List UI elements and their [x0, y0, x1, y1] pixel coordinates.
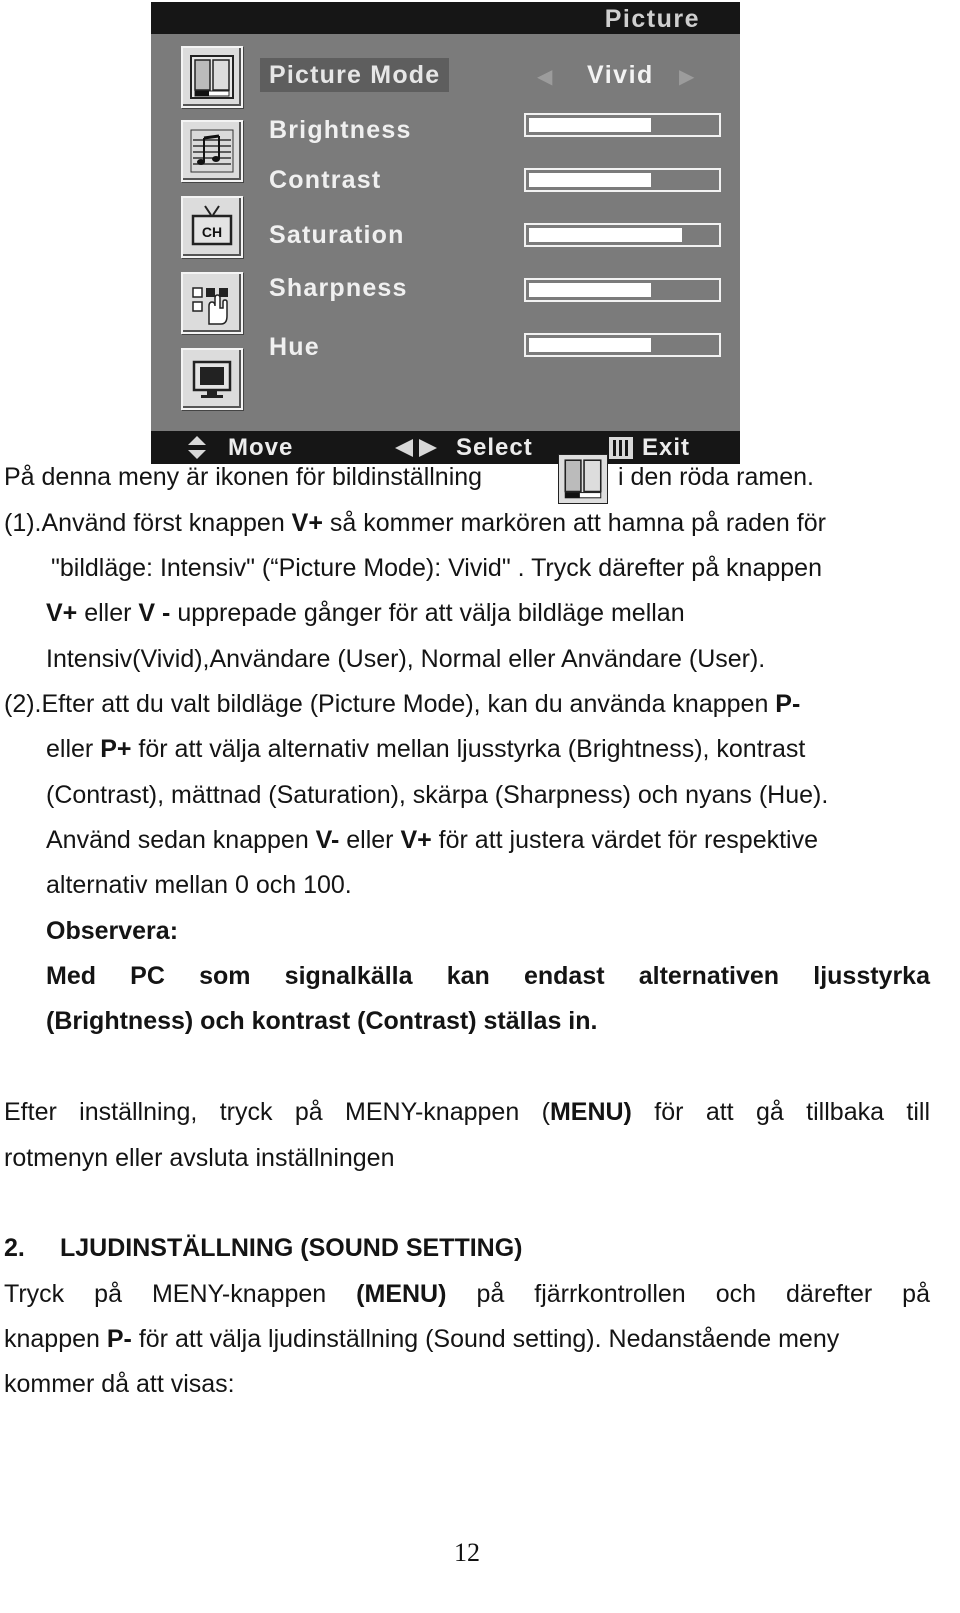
footer-move-label: Move: [228, 434, 294, 461]
footer-select-label: Select: [456, 434, 533, 461]
p1-line2: "bildläge: Intensiv" (“Picture Mode): Vivid" . Tryck därefter på knappen: [51, 554, 822, 582]
sharpness-level-fill: [529, 283, 651, 297]
picture-mode-value: Vivid: [587, 61, 654, 89]
music-note-icon[interactable]: [181, 120, 243, 182]
left-right-arrow-icon: [394, 438, 438, 458]
hue-level-fill: [529, 338, 651, 352]
brightness-level-bar[interactable]: [524, 113, 721, 137]
menu-bars-icon: [609, 437, 633, 459]
section-title: LJUDINSTÄLLNING (SOUND SETTING): [60, 1234, 523, 1262]
osd-title-bar: [151, 2, 740, 34]
saturation-item[interactable]: Saturation: [269, 221, 405, 249]
picture-icon[interactable]: [181, 46, 243, 108]
picture-osd-menu: [151, 2, 740, 464]
up-down-arrow-icon: [187, 435, 207, 460]
osd-footer-bar: [151, 431, 740, 464]
channel-icon[interactable]: [181, 196, 243, 258]
contrast-level-fill: [529, 173, 651, 187]
p3-line1: Efter inställning, tryck på MENY-knappen (MENU) för att gå tillbaka till: [4, 1098, 930, 1126]
function-hand-icon[interactable]: [181, 272, 243, 334]
note-line1: Med PC som signalkälla kan endast alternativen ljusstyrka: [46, 962, 930, 990]
sharpness-item[interactable]: Sharpness: [269, 274, 408, 302]
inline-picture-icon: [558, 454, 608, 504]
contrast-item[interactable]: Contrast: [269, 166, 382, 194]
brightness-item[interactable]: Brightness: [269, 116, 412, 144]
p2-line5: alternativ mellan 0 och 100.: [46, 871, 352, 899]
p4-line1: Tryck på MENY-knappen (MENU) på fjärrkontrollen och därefter på: [4, 1280, 930, 1308]
contrast-level-bar[interactable]: [524, 168, 721, 192]
saturation-level-fill: [529, 228, 682, 242]
sharpness-level-bar[interactable]: [524, 278, 721, 302]
channel-icon-text: CH: [201, 224, 223, 240]
note-line2: (Brightness) och kontrast (Contrast) ställas in.: [46, 1007, 598, 1035]
brightness-level-fill: [529, 118, 651, 132]
value-right-arrow-icon[interactable]: ▶: [679, 66, 695, 88]
saturation-level-bar[interactable]: [524, 223, 721, 247]
p2-line4: Använd sedan knappen V- eller V+ för att justera värdet för respektive: [46, 826, 818, 854]
page-number: 12: [454, 1538, 480, 1567]
value-left-arrow-icon[interactable]: ◀: [537, 66, 553, 88]
note-heading: Observera:: [46, 917, 179, 945]
p2-line1: (2).Efter att du valt bildläge (Picture Mode), kan du använda knappen P-: [4, 690, 801, 718]
p1-line1: (1).Använd först knappen V+ så kommer markören att hamna på raden för: [4, 509, 826, 537]
p4-line3: kommer då att visas:: [4, 1370, 235, 1398]
p1-line3: V+ eller V - upprepade gånger för att välja bildläge mellan: [46, 599, 685, 627]
p1-line4: Intensiv(Vivid),Användare (User), Normal eller Användare (User).: [46, 645, 766, 673]
intro-line-before: På denna meny är ikonen för bildinställning: [4, 463, 483, 491]
p2-line3: (Contrast), mättnad (Saturation), skärpa (Sharpness) och nyans (Hue).: [46, 781, 829, 809]
hue-level-bar[interactable]: [524, 333, 721, 357]
monitor-icon[interactable]: [181, 348, 243, 410]
osd-title: Picture: [604, 5, 700, 33]
p2-line2: eller P+ för att välja alternativ mellan ljusstyrka (Brightness), kontrast: [46, 735, 806, 763]
section-number: 2.: [4, 1234, 25, 1262]
intro-line-after: i den röda ramen.: [618, 463, 814, 491]
picture-mode-item[interactable]: Picture Mode: [260, 58, 449, 92]
p4-line2: knappen P- för att välja ljudinställning (Sound setting). Nedanstående meny: [4, 1325, 840, 1353]
footer-exit-label: Exit: [642, 434, 691, 461]
p3-line2: rotmenyn eller avsluta inställningen: [4, 1144, 395, 1172]
hue-item[interactable]: Hue: [269, 333, 320, 361]
